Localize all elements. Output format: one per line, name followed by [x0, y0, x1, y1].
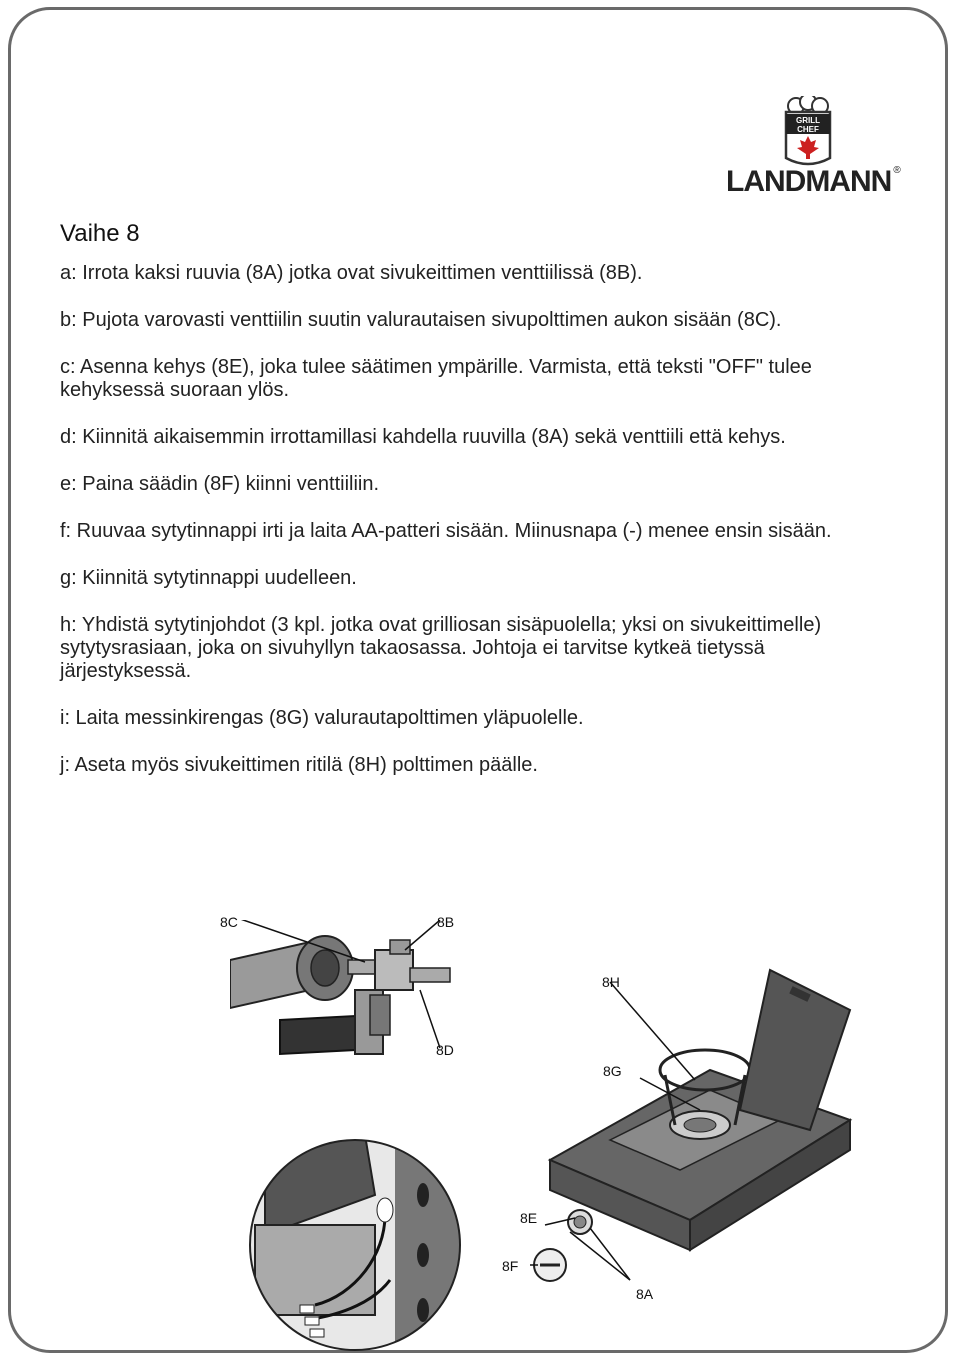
- step-d: d: Kiinnitä aikaisemmin irrottamillasi kahdella ruuvilla (8A) sekä venttiili että kehys.: [60, 426, 786, 448]
- label-8f: 8F: [502, 1258, 519, 1274]
- leader-line-8d: [420, 990, 440, 1048]
- leader-line-8b: [405, 920, 440, 950]
- registered-mark: ®: [893, 165, 900, 176]
- side-burner-illustration: [490, 960, 890, 1300]
- instruction-steps: [60, 262, 890, 801]
- step-c: c: Asenna kehys (8E), joka tulee säätimen ympärille. Varmista, että teksti "OFF" tulee kehyksessä suoraan ylös.: [60, 356, 812, 401]
- brand-name: [726, 165, 900, 199]
- brand-wordmark: LANDMANN: [726, 165, 892, 198]
- leader-line-8a-1: [590, 1228, 630, 1280]
- step-i: i: Laita messinkirengas (8G) valurautapolttimen yläpuolelle.: [60, 707, 584, 729]
- leader-line-8a-2: [570, 1232, 630, 1280]
- ignition-wiring-illustration: [245, 1135, 465, 1355]
- label-8c: 8C: [220, 914, 238, 930]
- badge-text-2: CHEF: [797, 125, 819, 134]
- badge-text-1: GRILL: [796, 116, 820, 125]
- step-f: f: Ruuvaa sytytinnappi irti ja laita AA-patteri sisään. Miinusnapa (-) menee ensin sisään.: [60, 520, 832, 542]
- step-h: h: Yhdistä sytytinjohdot (3 kpl. jotka ovat grilliosan sisäpuolella; yksi on sivukeittimelle) sytytysrasiaan, joka on sivuhyllyn takaosassa. Johtoja ei tarvitse kytkeä tietyssä järjestyksessä.: [60, 614, 822, 682]
- chef-hat-icon: [786, 96, 830, 164]
- label-8b: 8B: [437, 914, 455, 930]
- step-e: e: Paina säädin (8F) kiinni venttiiliin.: [60, 473, 380, 495]
- valve-assembly-illustration: [230, 920, 470, 1070]
- label-8g: 8G: [603, 1063, 622, 1079]
- page-title: Vaihe 8: [60, 220, 140, 247]
- leader-line-8h: [610, 982, 695, 1080]
- label-8h: 8H: [602, 974, 620, 990]
- step-a: a: Irrota kaksi ruuvia (8A) jotka ovat sivukeittimen venttiilissä (8B).: [60, 262, 643, 284]
- label-8a: 8A: [636, 1286, 654, 1302]
- label-8d: 8D: [436, 1042, 454, 1058]
- step-g: g: Kiinnitä sytytinnappi uudelleen.: [60, 567, 357, 589]
- step-b: b: Pujota varovasti venttiilin suutin valurautaisen sivupolttimen aukon sisään (8C).: [60, 309, 782, 331]
- label-8e: 8E: [520, 1210, 538, 1226]
- step-j: j: Aseta myös sivukeittimen ritilä (8H) polttimen päälle.: [60, 754, 538, 776]
